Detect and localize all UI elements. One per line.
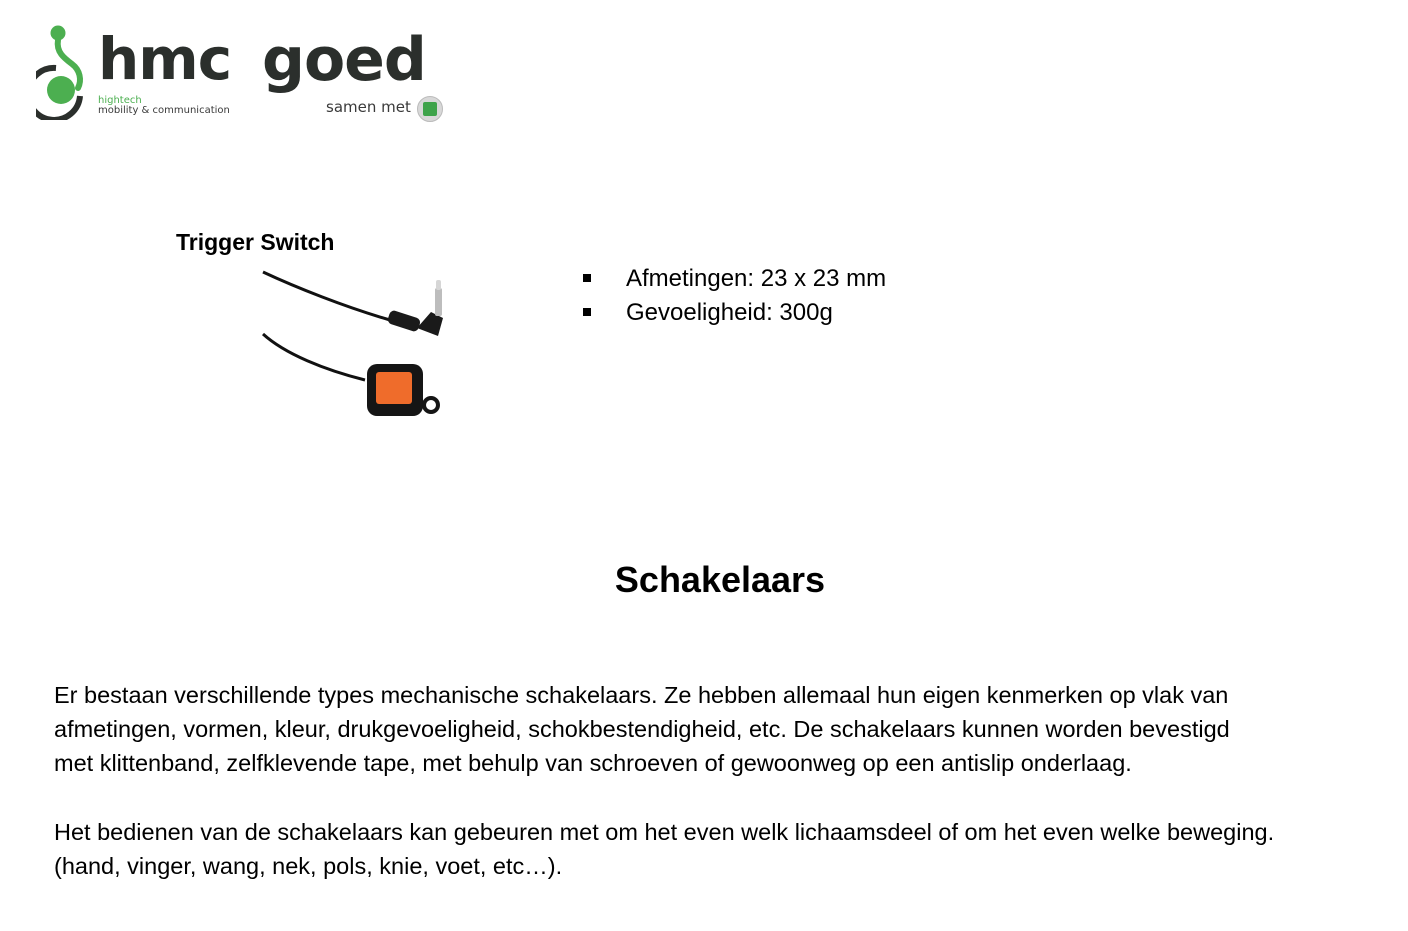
paragraph-line: Er bestaan verschillende types mechanische schakelaars. Ze hebben allemaal hun eigen kenmerken op vlak van [54,682,1229,708]
trigger-switch-image [255,262,465,422]
hmc-wordmark: hmc [98,25,232,93]
paragraph-line: met klittenband, zelfklevende tape, met behulp van schroeven of gewoonweg op een antislip onderlaag. [54,750,1132,776]
square-bullet-icon [583,274,591,282]
partner-badge-icon [417,96,443,122]
product-title: Trigger Switch [176,229,335,255]
hmc-logo [36,24,236,120]
paragraph-line: (hand, vinger, wang, nek, pols, knie, voet, etc…). [54,853,563,879]
section-title: Schakelaars [614,559,826,600]
paragraph-switch-types [54,678,1399,780]
paragraph-operation [54,815,1399,883]
spec-item-dimensions [580,262,886,296]
wheelchair-person-icon [36,24,98,120]
spec-item-sensitivity [580,296,886,330]
hmc-tagline-mobility: mobility & communication [98,105,230,116]
partner-badge-glyph [423,102,437,116]
goed-tagline: samen met [326,98,411,116]
spec-list [580,262,886,330]
spec-label: Gevoeligheid: 300g [626,299,833,326]
spec-label: Afmetingen: 23 x 23 mm [626,265,887,292]
hmc-tagline-hightech: hightech [98,95,142,106]
goed-logo [262,24,452,124]
square-bullet-icon [583,308,591,316]
paragraph-line: afmetingen, vormen, kleur, drukgevoeligheid, schokbestendigheid, etc. De schakelaars kunnen worden bevestigd [54,716,1230,742]
cable-strain-relief [387,309,422,332]
paragraph-line: Het bedienen van de schakelaars kan gebeuren met om het even welk lichaamsdeel of om het even welke beweging. [54,819,1275,845]
goed-wordmark: goed [262,25,426,95]
